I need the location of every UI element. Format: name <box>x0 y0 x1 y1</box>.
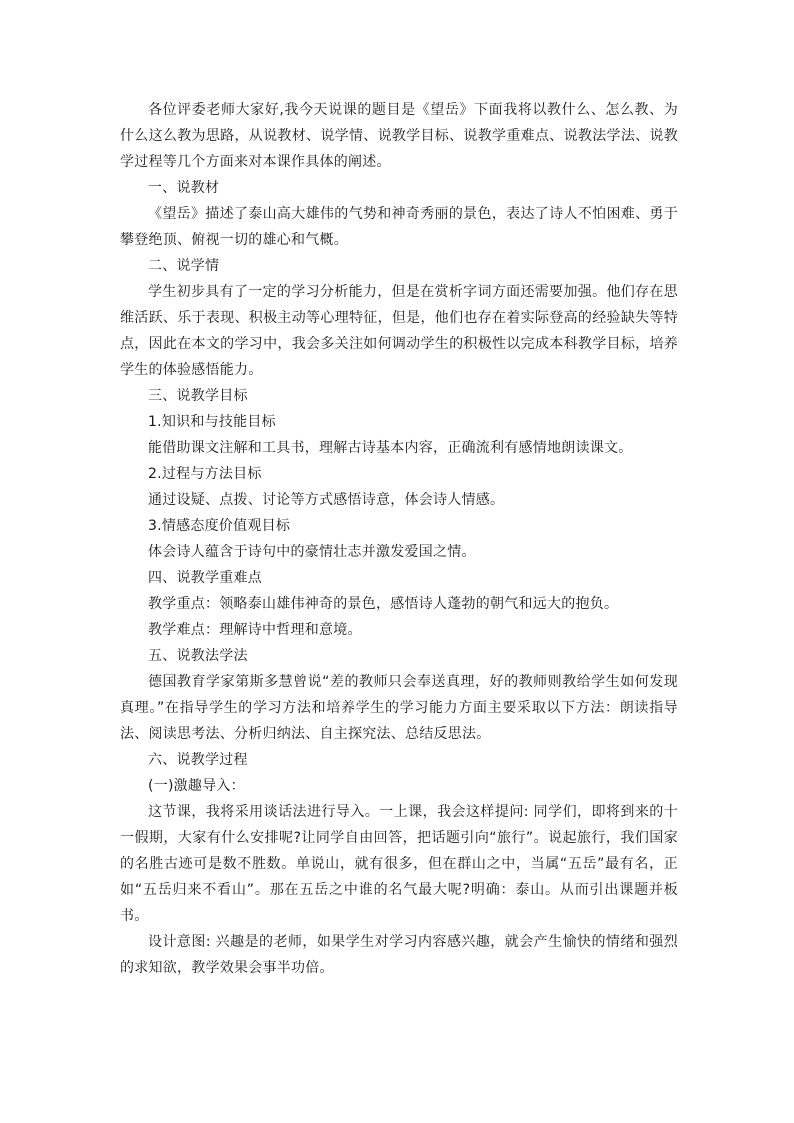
goal-2-title: 2.过程与方法目标 <box>148 466 262 482</box>
goal-2-body: 通过设疑、点拨、讨论等方式感悟诗意，体会诗人情感。 <box>148 492 505 508</box>
textbook-paragraph: 《望岳》描述了泰山高大雄伟的气势和神奇秀丽的景色，表达了诗人不怕困难、勇于攀登绝顶、俯视一切的雄心和气概。 <box>120 206 678 248</box>
section-heading-textbook: 一、说教材 <box>148 180 220 196</box>
section-heading-students: 二、说学情 <box>148 258 220 274</box>
process-subheading: (一)激趣导入： <box>148 778 245 794</box>
goal-3-body: 体会诗人蕴含于诗句中的豪情壮志并激发爱国之情。 <box>148 544 476 560</box>
process-paragraph: 这节课，我将采用谈话法进行导入。一上课，我会这样提问: 同学们，即将到来的十一假期，大家有什么安排呢?让同学自由回答，把话题引向“旅行”。说起旅行，我们国家的名胜古迹可是数不胜数。单说山，就有很多，但在群山之中，当属“五岳”最有名，正如“五岳归来不看山”。那在五岳之中谁的名气最大呢?明确：泰山。从而引出课题并板书。 <box>120 804 678 924</box>
goal-3-title: 3.情感态度价值观目标 <box>148 518 291 534</box>
goal-1-title: 1.知识和与技能目标 <box>148 414 276 430</box>
goal-1-body: 能借助课文注解和工具书，理解古诗基本内容，正确流利有感情地朗读课文。 <box>148 440 633 456</box>
intro-paragraph: 各位评委老师大家好,我今天说课的题目是《望岳》下面我将以教什么、怎么教、为什么这么教为思路，从说教材、说学情、说教学目标、说教学重难点、说教法学法、说教学过程等几个方面来对本课作具体的阐述。 <box>120 102 678 170</box>
design-intent-paragraph: 设计意图: 兴趣是的老师，如果学生对学习内容感兴趣，就会产生愉快的情绪和强烈的求知欲，教学效果会事半功倍。 <box>120 934 678 976</box>
document-page <box>120 97 678 981</box>
section-heading-methods: 五、说教法学法 <box>148 648 248 664</box>
section-heading-process: 六、说教学过程 <box>148 752 248 768</box>
methods-paragraph: 德国教育学家第斯多慧曾说“差的教师只会奉送真理，好的教师则教给学生如何发现真理。”在指导学生的学习方法和培养学生的学习能力方面主要采取以下方法：朗读指导法、阅读思考法、分析归纳法、自主探究法、总结反思法。 <box>120 674 678 742</box>
difficult-point: 教学难点：理解诗中哲理和意境。 <box>148 622 362 638</box>
key-point: 教学重点：领略泰山雄伟神奇的景色，感悟诗人蓬勃的朝气和远大的抱负。 <box>148 596 619 612</box>
students-paragraph: 学生初步具有了一定的学习分析能力，但是在赏析字词方面还需要加强。他们存在思维活跃、乐于表现、积极主动等心理特征，但是，他们也存在着实际登高的经验缺失等特点，因此在本文的学习中，我会多关注如何调动学生的积极性以完成本科教学目标，培养学生的体验感悟能力。 <box>120 284 678 378</box>
section-heading-key-points: 四、说教学重难点 <box>148 570 262 586</box>
section-heading-goals: 三、说教学目标 <box>148 388 248 404</box>
